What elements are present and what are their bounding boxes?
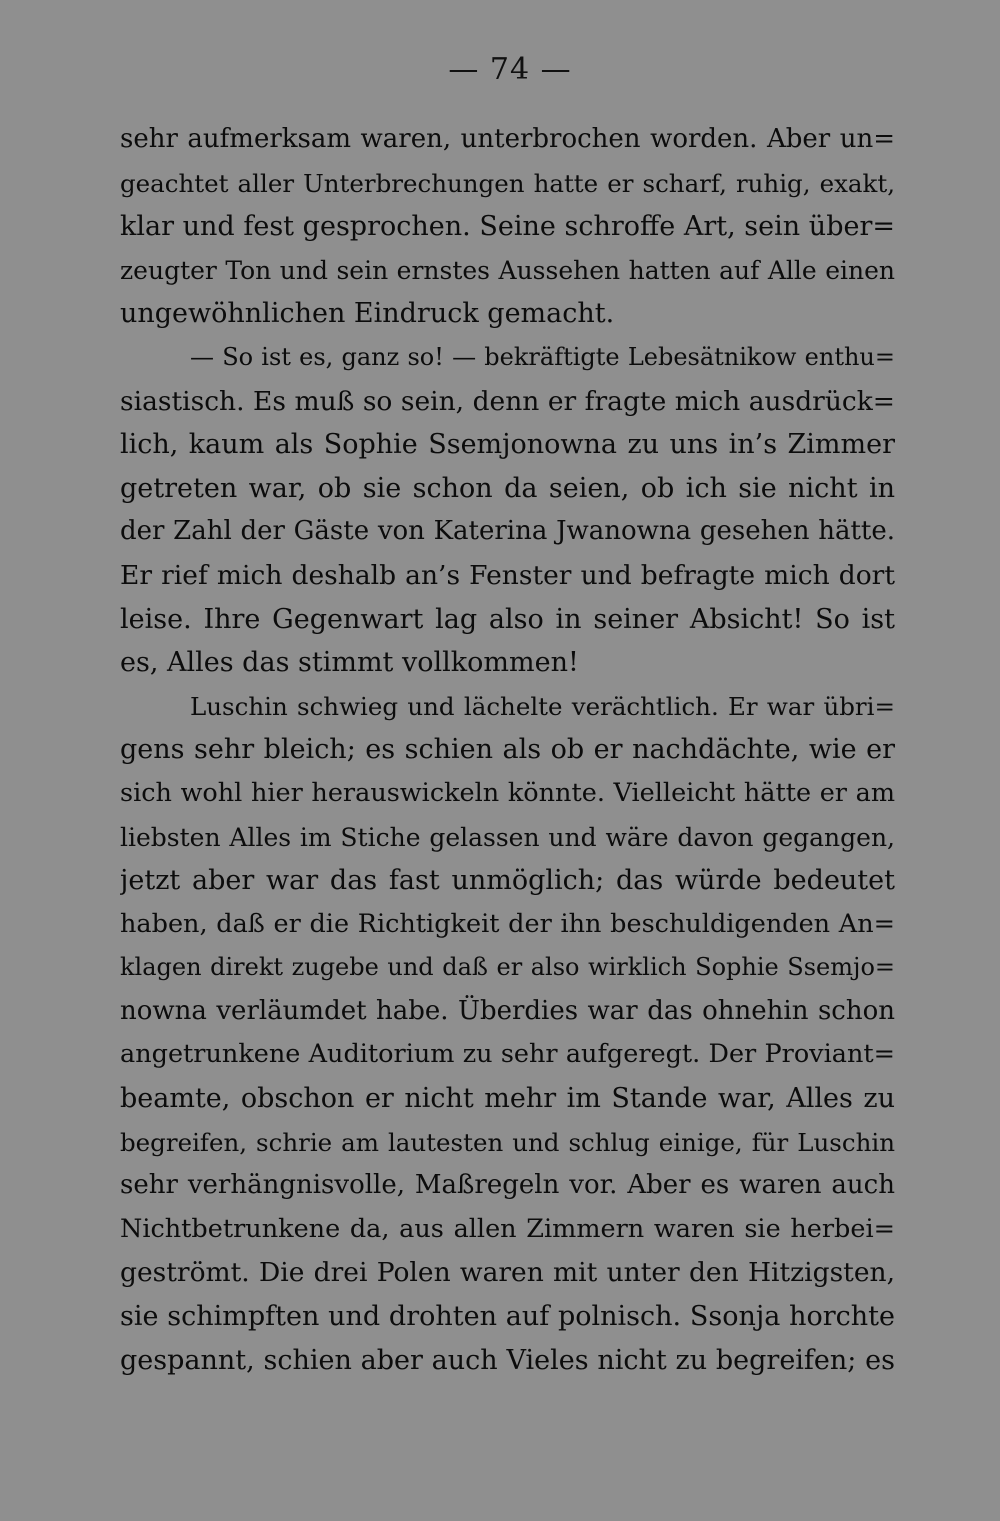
text-line: Er rief mich deshalb an’s Fenster und befragte mich dort [120, 559, 895, 591]
text-line: ungewöhnlichen Eindruck gemacht. [120, 298, 615, 330]
text-line: sehr verhängnisvolle, Maßregeln vor. Aber es waren auch [120, 1170, 895, 1201]
text-line: sich wohl hier herauswickeln könnte. Vielleicht hätte er am [120, 777, 895, 808]
text-line: leise. Ihre Gegenwart lag also in seiner Absicht! So ist [120, 603, 895, 635]
text-line: geachtet aller Unterbrechungen hatte er scharf, ruhig, exakt, [120, 168, 895, 198]
text-line: sie schimpften und drohten auf polnisch. Ssonja horchte [120, 1301, 895, 1333]
text-line: klar und fest gesprochen. Seine schroffe Art, sein über= [120, 211, 895, 243]
text-line: jetzt aber war das fast unmöglich; das würde bedeutet [120, 865, 895, 897]
text-line: liebsten Alles im Stiche gelassen und wäre davon gegangen, [120, 822, 895, 852]
text-line: gespannt, schien aber auch Vieles nicht zu begreifen; es [120, 1344, 895, 1376]
text-line: nowna verläumdet habe. Überdies war das ohnehin schon [120, 995, 895, 1026]
text-line: beamte, obschon er nicht mehr im Stande war, Alles zu [120, 1083, 895, 1115]
text-line: Nichtbetrunkene da, aus allen Zimmern waren sie herbei= [120, 1213, 895, 1244]
page-number: — 74 — [448, 52, 572, 87]
text-line: siastisch. Es muß so sein, denn er fragte mich ausdrück= [120, 385, 895, 417]
text-line: getreten war, ob sie schon da seien, ob ich sie nicht in [120, 472, 895, 504]
body-text [120, 118, 895, 1382]
text-line: Luschin schwieg und lächelte verächtlich. Er war übri= [190, 691, 895, 721]
text-line: haben, daß er die Richtigkeit der ihn beschuldigenden An= [120, 908, 895, 939]
text-line: geströmt. Die drei Polen waren mit unter den Hitzigsten, [120, 1257, 895, 1289]
text-line: klagen direkt zugebe und daß er also wirklich Sophie Ssemjo= [120, 953, 895, 982]
text-line: begreifen, schrie am lautesten und schlug einige, für Luschin [120, 1127, 895, 1157]
text-line: zeugter Ton und sein ernstes Aussehen hatten auf Alle einen [120, 255, 895, 285]
text-line: — So ist es, ganz so! — bekräftigte Lebesätnikow enthu= [190, 342, 895, 371]
text-line: gens sehr bleich; es schien als ob er nachdächte, wie er [120, 734, 895, 766]
text-line: es, Alles das stimmt vollkommen! [120, 647, 579, 679]
text-line: lich, kaum als Sophie Ssemjonowna zu uns in’s Zimmer [120, 429, 895, 461]
text-line: der Zahl der Gäste von Katerina Jwanowna gesehen hätte. [120, 516, 895, 547]
text-line: sehr aufmerksam waren, unterbrochen worden. Aber un= [120, 124, 895, 154]
text-line: angetrunkene Auditorium zu sehr aufgeregt. Der Proviant= [120, 1039, 895, 1070]
